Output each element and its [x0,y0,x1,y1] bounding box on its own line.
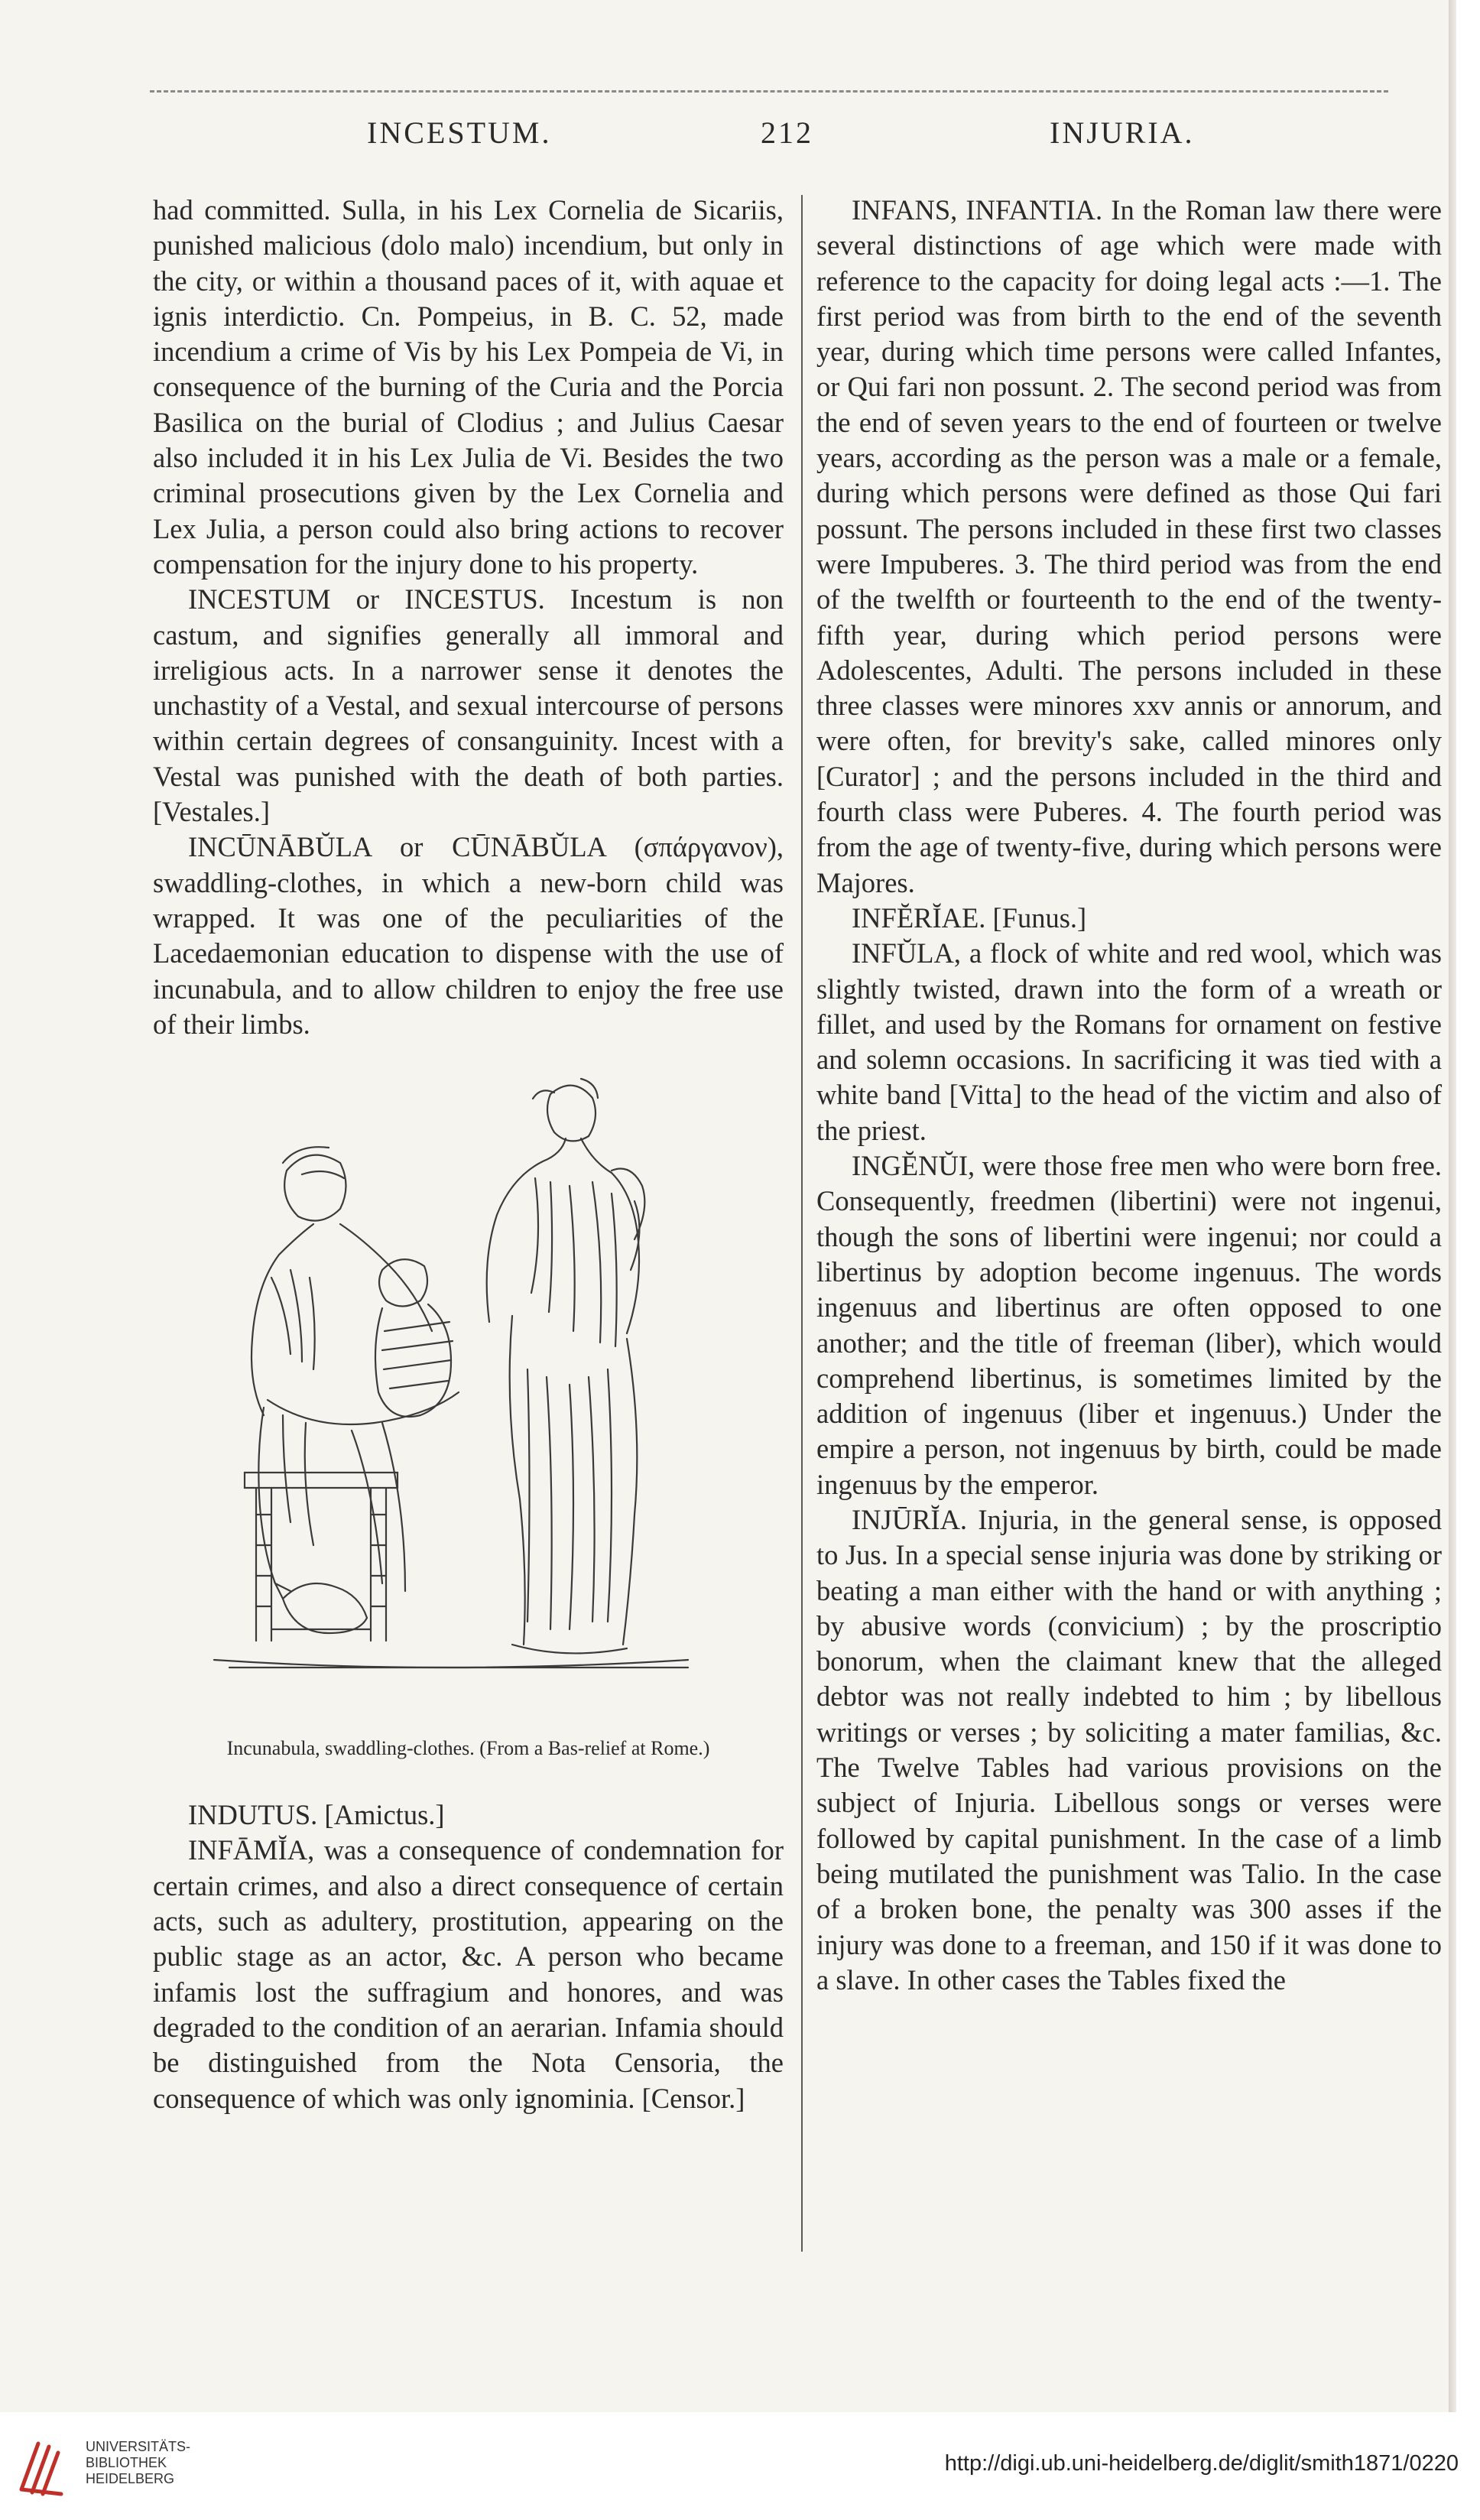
running-head-right: INJURIA. [1050,115,1195,150]
entry-incunabula: INCŪNĀBŬLA or CŪNĀBŬLA (σπάργανον), swaddling-clothes, in which a new-born child was wrapped. It was one of the peculiarities of the Lacedaemonian education to dispense with the use of incunabula, and to allow children to enjoy the free use of their limbs. [153,831,784,1040]
page-number: 212 [761,115,813,150]
illustration-incunabula [153,1048,784,1736]
header-rule [150,90,1388,93]
entry-incendium-cont: had committed. Sulla, in his Lex Cornelia de Sicariis, punished malicious (dolo malo) incendium, but only in the city, or within a thousand paces of it, with aquae et ignis interdictio. Cn. Pompeius, in B. C. 52, made incendium a crime of Vis by his Lex Pompeia de Vi, in consequence of the burning of the Curia and the Porcia Basilica on the burial of Clodius ; and Julius Caesar also included it in his Lex Julia de Vi. Besides the two criminal prosecutions given by the Lex Cornelia and Lex Julia, a person could also bring actions to recover compensation for the injury done to his property. [153,194,784,580]
entry-ingenui: INGĔNŬI, were those free men who were born free. Consequently, freedmen (libertini) were not ingenui, though the sons of libertini were ingenui; nor could a libertinus by adoption become ingenuus. The words ingenuus and libertinus are often opposed to one another; and the title of freeman (liber), which would comprehend libertinus, is sometimes limited by the addition of ingenuus (liber et ingenuus.) Under the empire a person, not ingenuus by birth, could be made ingenuus by the emperor. [816,1150,1442,1500]
heidelberg-library-logo-icon [15,2436,78,2499]
source-url-link[interactable]: http://digi.ub.uni-heidelberg.de/diglit/smith1871/0220 [944,2451,1459,2476]
bas-relief-engraving [153,1048,784,1736]
entry-infans: INFANS, INFANTIA. In the Roman law there were several distinctions of age which were made with reference to the capacity for doing legal acts :—1. The first period was from birth to the end of the seventh year, during which time persons were called Infantes, or Qui fari non possunt. 2. The second period was from the end of seven years to the end of fourteen or twelve years, according as the person was a male or a female, during which persons were defined as those Qui fari possunt. The persons included in these first two classes were Impuberes. 3. The third period was from the end of the twelfth or fourteenth to the end of the twenty-fifth year, during which period persons were Adolescentes, Adulti. The persons included in these three classes were minores xxv annis or annorum, and were often, for brevity's sake, called minores only [Curator] ; and the persons included in the third and fourth class were Puberes. 4. The fourth period was from the age of twenty-five, during which persons were Majores. [816,194,1442,898]
column-divider [801,195,803,2252]
library-name-line-3: HEIDELBERG [86,2471,175,2486]
entry-incestum: INCESTUM or INCESTUS. Incestum is non castum, and signifies generally all immoral and irreligious acts. In a narrower sense it denotes the unchastity of a Vestal, and sexual intercourse of persons within certain degrees of consanguinity. Incest with a Vestal was punished with the death of both parties. [Vestales.] [153,583,784,828]
right-column [816,193,1442,1998]
entry-infamia: INFĀMĬA, was a consequence of condemnation for certain crimes, and also a direct consequence of certain acts, such as adultery, prostitution, appearing on the public stage as an actor, &c. A person who became infamis lost the suffragium and honores, and was degraded to the condition of an aerarian. Infamia should be distinguished from the Nota Censoria, the consequence of which was only ignominia. [Censor.] [153,1834,784,2114]
running-head-left: INCESTUM. [367,115,552,150]
entry-indutus: INDUTUS. [Amictus.] [188,1799,445,1831]
entry-injuria: INJŪRĬA. Injuria, in the general sense, is opposed to Jus. In a special sense injuria was done by striking or beating a man either with the hand or with anything ; by abusive words (convicium) ; by the proscriptio bonorum, when the claimant knew that the alleged debtor was not really indebted to him ; by libellous writings or verses ; by soliciting a mater familias, &c. The Twelve Tables had various provisions on the subject of Injuria. Libellous songs or verses were followed by capital punishment. In the case of a limb being mutilated the punishment was Talio. In the case of a broken bone, the penalty was 300 asses if the injury was done to a freeman, and 150 if it was done to a slave. In other cases the Tables fixed the [816,1503,1442,1996]
library-name [86,2439,190,2487]
entry-infula: INFŬLA, a flock of white and red wool, which was slightly twisted, drawn into the form of a wreath or fillet, and used by the Romans for ornament on festive and solemn occasions. In sacrificing it was tied with a white band [Vitta] to the head of the victim and also of the priest. [816,937,1442,1146]
library-name-line-1: UNIVERSITÄTS- [86,2439,191,2454]
entry-inferiae: INFĔRĬAE. [Funus.] [852,901,1087,934]
page-edge [1449,0,1456,2412]
illustration-caption: Incunabula, swaddling-clothes. (From a Bas-relief at Rome.) [226,1737,710,1760]
library-name-line-2: BIBLIOTHEK [86,2455,167,2470]
left-column [153,193,784,2116]
